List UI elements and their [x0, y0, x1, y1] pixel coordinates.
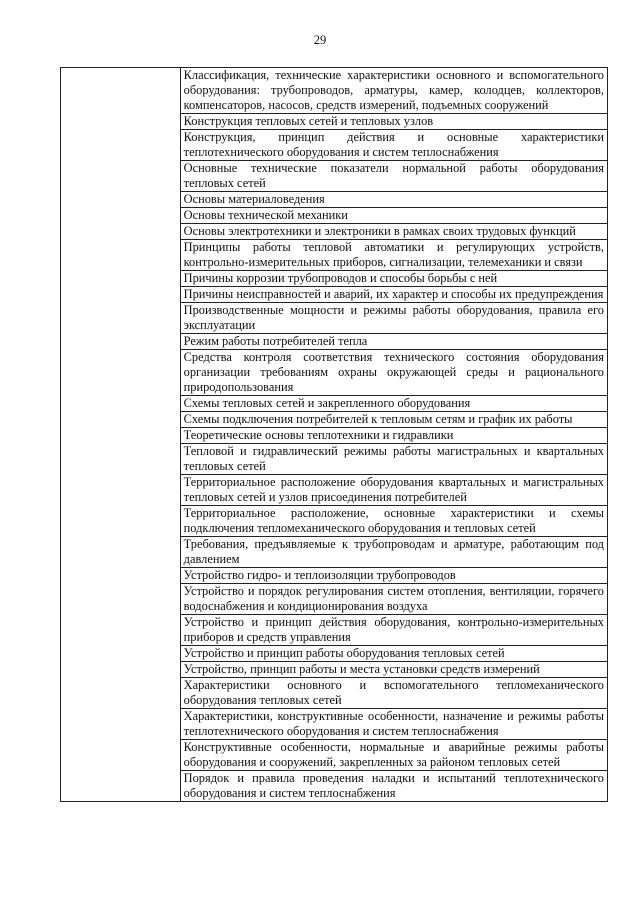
- knowledge-item: Схемы тепловых сетей и закрепленного оборудования: [180, 396, 607, 412]
- knowledge-item: Теоретические основы теплотехники и гидравлики: [180, 428, 607, 444]
- knowledge-table-body: [61, 68, 608, 802]
- merged-label-cell: [61, 68, 181, 802]
- knowledge-item: Требования, предъявляемые к трубопроводам и арматуре, работающим под давлением: [180, 537, 607, 568]
- knowledge-item: Основы технической механики: [180, 208, 607, 224]
- knowledge-item: Основные технические показатели нормальной работы оборудования тепловых сетей: [180, 161, 607, 192]
- knowledge-item: Порядок и правила проведения наладки и испытаний теплотехнического оборудования и систем теплоснабжения: [180, 771, 607, 802]
- knowledge-item: Схемы подключения потребителей к тепловым сетям и график их работы: [180, 412, 607, 428]
- knowledge-item: Причины коррозии трубопроводов и способы борьбы с ней: [180, 271, 607, 287]
- table-row: [61, 68, 608, 114]
- knowledge-item: Устройство гидро- и теплоизоляции трубопроводов: [180, 568, 607, 584]
- knowledge-item: Производственные мощности и режимы работы оборудования, правила его эксплуатации: [180, 303, 607, 334]
- knowledge-table: [60, 67, 608, 802]
- knowledge-item: Режим работы потребителей тепла: [180, 334, 607, 350]
- knowledge-item: Устройство и принцип действия оборудования, контрольно-измерительных приборов и средств управления: [180, 615, 607, 646]
- knowledge-item: Характеристики, конструктивные особенности, назначение и режимы работы теплотехнического оборудования и систем теплоснабжения: [180, 709, 607, 740]
- knowledge-item: Принципы работы тепловой автоматики и регулирующих устройств, контрольно-измерительных приборов, сигнализации, телемеханики и связи: [180, 240, 607, 271]
- knowledge-item: Средства контроля соответствия технического состояния оборудования организации требованиям охраны окружающей среды и рационального природопользования: [180, 350, 607, 396]
- knowledge-item: Причины неисправностей и аварий, их характер и способы их предупреждения: [180, 287, 607, 303]
- knowledge-item: Устройство и принцип работы оборудования тепловых сетей: [180, 646, 607, 662]
- knowledge-item: Классификация, технические характеристики основного и вспомогательного оборудования: трубопроводов, арматуры, камер, колодцев, коллекторов, компенсаторов, насосов, средств измерений, подъемных сооружений: [180, 68, 607, 114]
- knowledge-item: Территориальное расположение оборудования квартальных и магистральных тепловых сетей и узлов присоединения потребителей: [180, 475, 607, 506]
- knowledge-item: Устройство, принцип работы и места установки средств измерений: [180, 662, 607, 678]
- knowledge-item: Территориальное расположение, основные характеристики и схемы подключения тепломеханического оборудования и тепловых сетей: [180, 506, 607, 537]
- page-number: 29: [313, 33, 327, 47]
- knowledge-item: Конструкция тепловых сетей и тепловых узлов: [180, 114, 607, 130]
- knowledge-item: Устройство и порядок регулирования систем отопления, вентиляции, горячего водоснабжения и кондиционирования воздуха: [180, 584, 607, 615]
- knowledge-item: Основы электротехники и электроники в рамках своих трудовых функций: [180, 224, 607, 240]
- knowledge-item: Конструкция, принцип действия и основные характеристики теплотехнического оборудования и систем теплоснабжения: [180, 130, 607, 161]
- knowledge-item: Основы материаловедения: [180, 192, 607, 208]
- knowledge-item: Тепловой и гидравлический режимы работы магистральных и квартальных тепловых сетей: [180, 444, 607, 475]
- knowledge-item: Конструктивные особенности, нормальные и аварийные режимы работы оборудования и сооружений, закрепленных за районом тепловых сетей: [180, 740, 607, 771]
- knowledge-item: Характеристики основного и вспомогательного тепломеханического оборудования тепловых сетей: [180, 678, 607, 709]
